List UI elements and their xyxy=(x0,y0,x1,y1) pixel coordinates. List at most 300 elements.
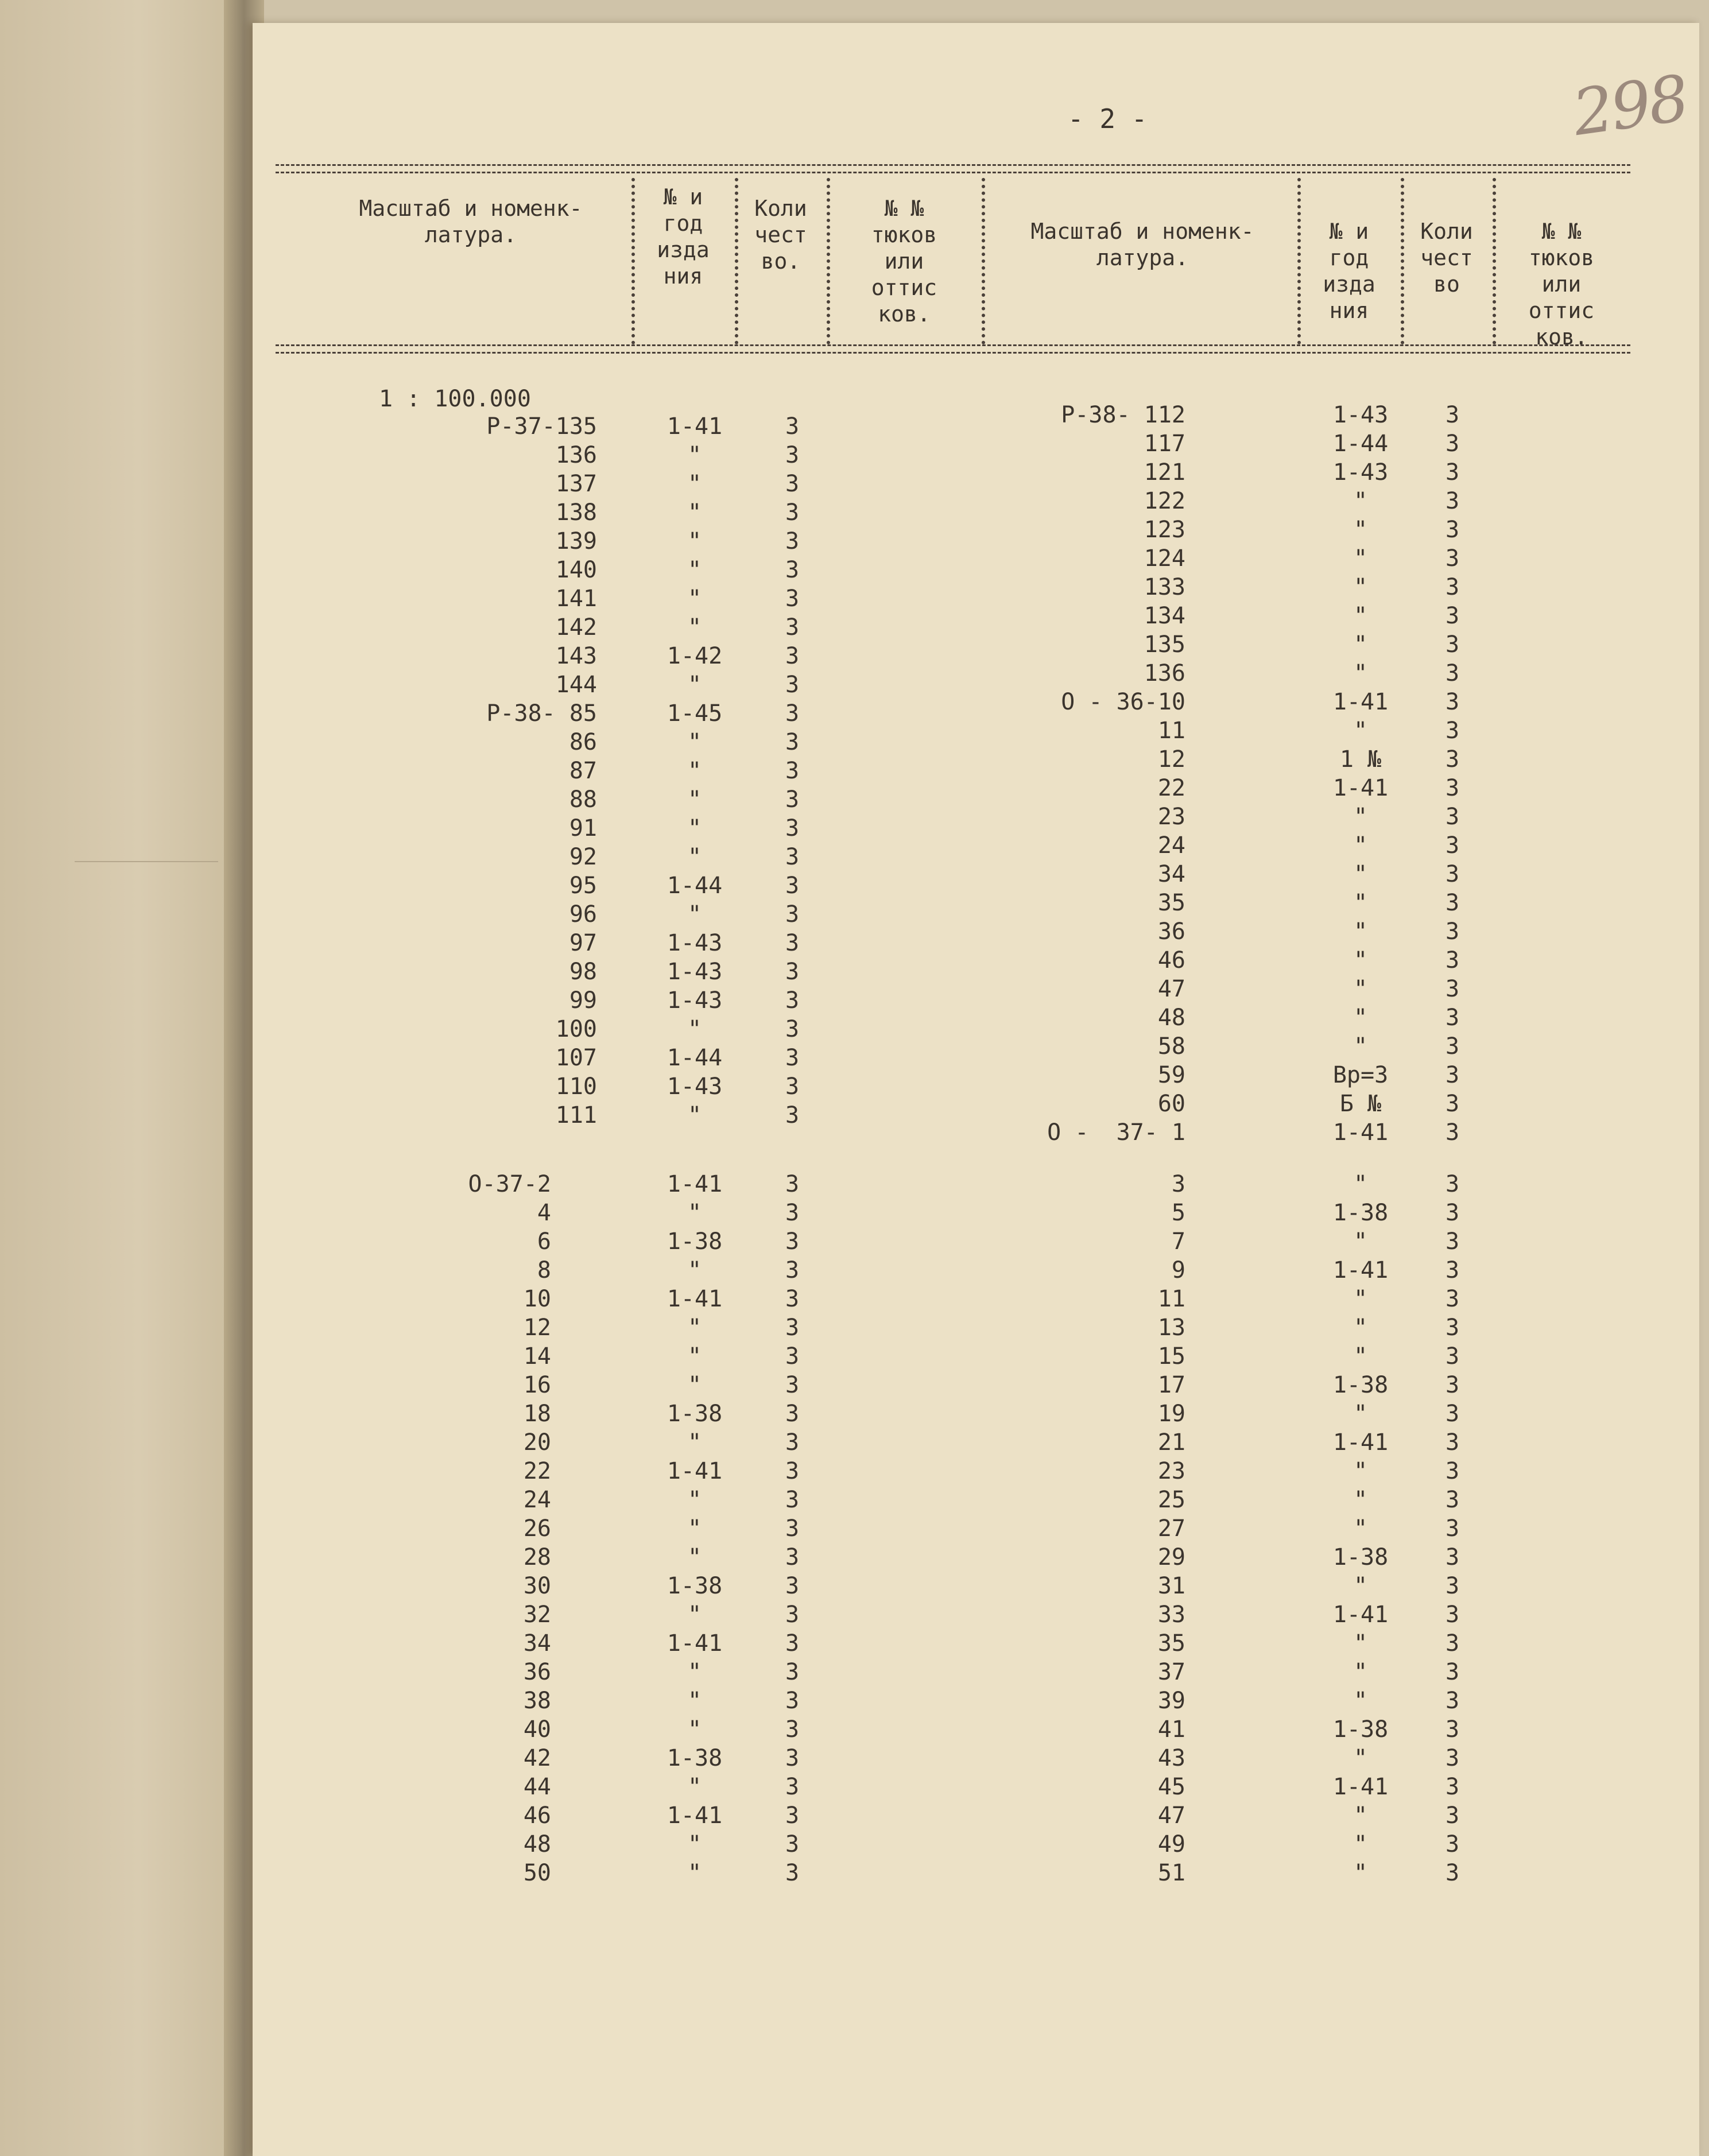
quantity-cell: 3 xyxy=(785,1515,800,1542)
nomenclature-cell: 123 xyxy=(1144,517,1185,543)
quantity-cell: 3 xyxy=(1445,918,1460,945)
nomenclature-cell: Р-38- 85 xyxy=(486,700,597,727)
quantity-cell: 3 xyxy=(1445,1171,1460,1197)
quantity-cell: 3 xyxy=(1445,1573,1460,1599)
quantity-cell: 3 xyxy=(785,786,800,813)
quantity-cell: 3 xyxy=(1445,1119,1460,1146)
edition-cell: 1-38 xyxy=(666,1228,723,1255)
nomenclature-cell: 12 xyxy=(1157,746,1185,773)
nomenclature-cell: 121 xyxy=(1144,459,1185,486)
edition-cell: " xyxy=(687,1372,702,1398)
edition-cell: " xyxy=(1353,1573,1368,1599)
nomenclature-cell: 51 xyxy=(1157,1860,1185,1886)
nomenclature-cell: 12 xyxy=(523,1314,551,1341)
nomenclature-cell: 10 xyxy=(523,1286,551,1312)
nomenclature-cell: 28 xyxy=(523,1544,551,1571)
quantity-cell: 3 xyxy=(1445,488,1460,514)
quantity-cell: 3 xyxy=(785,1573,800,1599)
quantity-cell: 3 xyxy=(785,1228,800,1255)
nomenclature-cell: 27 xyxy=(1157,1515,1185,1542)
edition-cell: " xyxy=(1353,1171,1368,1197)
nomenclature-cell: 47 xyxy=(1157,976,1185,1002)
table-row xyxy=(253,975,1630,1003)
nomenclature-cell: 100 xyxy=(555,1016,597,1042)
nomenclature-cell: 34 xyxy=(523,1630,551,1657)
table-row xyxy=(253,1629,1630,1658)
nomenclature-cell: 7 xyxy=(1171,1228,1185,1255)
table-row xyxy=(253,716,1630,745)
quantity-cell: 3 xyxy=(1445,1515,1460,1542)
quantity-cell: 3 xyxy=(1445,718,1460,744)
edition-cell: " xyxy=(1353,832,1368,859)
quantity-cell: 3 xyxy=(785,700,800,727)
edition-cell: " xyxy=(1353,517,1368,543)
quantity-cell: 3 xyxy=(785,930,800,956)
nomenclature-cell: 36 xyxy=(1157,918,1185,945)
quantity-cell: 3 xyxy=(785,614,800,641)
table-row xyxy=(253,1285,1630,1313)
quantity-cell: 3 xyxy=(1445,1716,1460,1743)
edition-cell: " xyxy=(687,1659,702,1685)
edition-cell: " xyxy=(687,1831,702,1858)
scale-label: 1 : 100.000 xyxy=(379,386,531,412)
table-row xyxy=(253,515,1630,544)
table-row xyxy=(253,573,1630,602)
quantity-cell: 3 xyxy=(785,1045,800,1071)
nomenclature-cell: 40 xyxy=(523,1716,551,1743)
nomenclature-cell: 139 xyxy=(555,528,597,554)
edition-cell: 1-41 xyxy=(666,1286,723,1312)
quantity-cell: 3 xyxy=(785,1831,800,1858)
edition-cell: " xyxy=(1353,1033,1368,1060)
edition-cell: 1-41 xyxy=(666,1802,723,1829)
nomenclature-cell: 4 xyxy=(537,1200,551,1226)
nomenclature-cell: О - 37- 1 xyxy=(1047,1119,1185,1146)
quantity-cell: 3 xyxy=(1445,1286,1460,1312)
edition-cell: " xyxy=(687,585,702,612)
quantity-cell: 3 xyxy=(1445,689,1460,715)
table-row xyxy=(253,1170,1630,1199)
quantity-cell: 3 xyxy=(1445,1487,1460,1513)
edition-cell: " xyxy=(1353,1802,1368,1829)
edition-cell: " xyxy=(687,1257,702,1283)
edition-cell: 1-44 xyxy=(666,1045,723,1071)
quantity-cell: 3 xyxy=(1445,1802,1460,1829)
quantity-cell: 3 xyxy=(1445,1228,1460,1255)
quantity-cell: 3 xyxy=(1445,660,1460,687)
edition-cell: " xyxy=(687,1487,702,1513)
edition-cell: " xyxy=(1353,660,1368,687)
table-row xyxy=(253,487,1630,515)
table-row xyxy=(253,802,1630,831)
nomenclature-cell: 138 xyxy=(555,499,597,526)
nomenclature-cell: 91 xyxy=(569,815,597,842)
quantity-cell: 3 xyxy=(1445,804,1460,830)
nomenclature-cell: 5 xyxy=(1171,1200,1185,1226)
nomenclature-cell: 111 xyxy=(555,1102,597,1129)
table-row xyxy=(253,1773,1630,1801)
nomenclature-cell: 29 xyxy=(1157,1544,1185,1571)
quantity-cell: 3 xyxy=(1445,890,1460,916)
table-row xyxy=(253,602,1630,630)
quantity-cell: 3 xyxy=(785,987,800,1014)
nomenclature-cell: 117 xyxy=(1144,431,1185,457)
nomenclature-cell: 31 xyxy=(1157,1573,1185,1599)
edition-cell: 1-41 xyxy=(666,1171,723,1197)
table-row xyxy=(253,1032,1630,1061)
quantity-cell: 3 xyxy=(1445,1745,1460,1771)
table-row xyxy=(253,659,1630,688)
edition-cell: " xyxy=(1353,1314,1368,1341)
edition-cell: 1-43 xyxy=(1332,402,1389,428)
table-row xyxy=(253,946,1630,975)
edition-cell: 1-43 xyxy=(666,959,723,985)
edition-cell: " xyxy=(687,1200,702,1226)
column-separator xyxy=(1297,178,1301,344)
quantity-cell: 3 xyxy=(1445,1860,1460,1886)
quantity-cell: 3 xyxy=(1445,603,1460,629)
nomenclature-cell: Р-37-135 xyxy=(486,413,597,440)
table-row xyxy=(253,774,1630,802)
nomenclature-cell: 17 xyxy=(1157,1372,1185,1398)
edition-cell: " xyxy=(1353,488,1368,514)
table-row xyxy=(253,917,1630,946)
nomenclature-cell: 87 xyxy=(569,758,597,784)
table-row xyxy=(253,688,1630,716)
nomenclature-cell: 48 xyxy=(1157,1005,1185,1031)
quantity-cell: 3 xyxy=(1445,402,1460,428)
edition-cell: Б № xyxy=(1339,1091,1382,1117)
quantity-cell: 3 xyxy=(785,1286,800,1312)
quantity-cell: 3 xyxy=(785,1630,800,1657)
quantity-cell: 3 xyxy=(1445,1372,1460,1398)
table-row xyxy=(253,1486,1630,1514)
nomenclature-cell: 22 xyxy=(523,1458,551,1484)
nomenclature-cell: 21 xyxy=(1157,1429,1185,1456)
nomenclature-cell: 30 xyxy=(523,1573,551,1599)
edition-cell: " xyxy=(1353,1228,1368,1255)
nomenclature-cell: 96 xyxy=(569,901,597,928)
nomenclature-cell: О-37-2 xyxy=(468,1171,551,1197)
document-page xyxy=(253,23,1699,2156)
nomenclature-cell: 133 xyxy=(1144,574,1185,600)
edition-cell: 1 № xyxy=(1339,746,1382,773)
table-row xyxy=(253,1514,1630,1543)
quantity-cell: 3 xyxy=(1445,1774,1460,1800)
edition-cell: " xyxy=(1353,947,1368,974)
table-row xyxy=(253,1118,1630,1147)
quantity-cell: 3 xyxy=(785,959,800,985)
edition-cell: " xyxy=(687,1774,702,1800)
table-row xyxy=(253,1658,1630,1686)
nomenclature-cell: 142 xyxy=(555,614,597,641)
edition-cell: " xyxy=(687,844,702,870)
header-edition-right: № и год изда ния xyxy=(1323,219,1375,323)
table-row xyxy=(253,1061,1630,1089)
quantity-cell: 3 xyxy=(785,1314,800,1341)
nomenclature-cell: 46 xyxy=(1157,947,1185,974)
edition-cell: " xyxy=(687,499,702,526)
edition-cell: 1-43 xyxy=(666,930,723,956)
quantity-cell: 3 xyxy=(1445,1062,1460,1088)
edition-cell: " xyxy=(687,1688,702,1714)
edition-cell: 1-38 xyxy=(666,1401,723,1427)
edition-cell: " xyxy=(1353,918,1368,945)
table-row xyxy=(253,745,1630,774)
quantity-cell: 3 xyxy=(1445,1688,1460,1714)
header-bottom-rule xyxy=(276,344,1630,354)
nomenclature-cell: 46 xyxy=(523,1802,551,1829)
nomenclature-cell: 92 xyxy=(569,844,597,870)
edition-cell: " xyxy=(687,758,702,784)
edition-cell: 1-38 xyxy=(666,1745,723,1771)
quantity-cell: 3 xyxy=(785,1544,800,1571)
nomenclature-cell: 135 xyxy=(1144,631,1185,658)
nomenclature-cell: 137 xyxy=(555,471,597,497)
edition-cell: " xyxy=(687,528,702,554)
header-quantity-right: Коли чест во xyxy=(1420,219,1473,297)
quantity-cell: 3 xyxy=(785,1774,800,1800)
table-row xyxy=(253,1600,1630,1629)
quantity-cell: 3 xyxy=(1445,1630,1460,1657)
nomenclature-cell: 58 xyxy=(1157,1033,1185,1060)
edition-cell: 1-38 xyxy=(1332,1372,1389,1398)
nomenclature-cell: 43 xyxy=(1157,1745,1185,1771)
nomenclature-cell: 14 xyxy=(523,1343,551,1370)
quantity-cell: 3 xyxy=(785,499,800,526)
quantity-cell: 3 xyxy=(1445,459,1460,486)
table-row xyxy=(253,544,1630,573)
table-row xyxy=(253,1399,1630,1428)
edition-cell: " xyxy=(687,1544,702,1571)
edition-cell: " xyxy=(687,1314,702,1341)
quantity-cell: 3 xyxy=(1445,431,1460,457)
nomenclature-cell: 44 xyxy=(523,1774,551,1800)
quantity-cell: 3 xyxy=(785,1659,800,1685)
edition-cell: 1-43 xyxy=(666,987,723,1014)
table-row xyxy=(253,889,1630,917)
nomenclature-cell: 50 xyxy=(523,1860,551,1886)
nomenclature-cell: 95 xyxy=(569,873,597,899)
nomenclature-cell: 99 xyxy=(569,987,597,1014)
nomenclature-cell: 16 xyxy=(523,1372,551,1398)
edition-cell: 1-42 xyxy=(666,643,723,669)
edition-cell: " xyxy=(1353,1831,1368,1858)
nomenclature-cell: 39 xyxy=(1157,1688,1185,1714)
header-edition-left: № и год изда ния xyxy=(657,184,710,289)
table-row xyxy=(253,630,1630,659)
quantity-cell: 3 xyxy=(1445,574,1460,600)
edition-cell: " xyxy=(1353,861,1368,887)
edition-cell: 1-41 xyxy=(1332,1257,1389,1283)
table-row xyxy=(253,401,1630,429)
quantity-cell: 3 xyxy=(785,844,800,870)
quantity-cell: 3 xyxy=(785,1429,800,1456)
nomenclature-cell: 11 xyxy=(1157,1286,1185,1312)
quantity-cell: 3 xyxy=(785,873,800,899)
nomenclature-cell: 86 xyxy=(569,729,597,755)
nomenclature-cell: 11 xyxy=(1157,718,1185,744)
nomenclature-cell: 122 xyxy=(1144,488,1185,514)
facing-page xyxy=(0,0,253,2156)
edition-cell: " xyxy=(1353,1005,1368,1031)
quantity-cell: 3 xyxy=(785,1171,800,1197)
nomenclature-cell: 141 xyxy=(555,585,597,612)
column-separator xyxy=(631,178,635,344)
nomenclature-cell: 37 xyxy=(1157,1659,1185,1685)
quantity-cell: 3 xyxy=(785,413,800,440)
edition-cell: " xyxy=(687,1016,702,1042)
table-row xyxy=(253,429,1630,458)
nomenclature-cell: 134 xyxy=(1144,603,1185,629)
nomenclature-cell: 9 xyxy=(1171,1257,1185,1283)
edition-cell: 1-41 xyxy=(1332,1119,1389,1146)
nomenclature-cell: 23 xyxy=(1157,1458,1185,1484)
nomenclature-cell: 97 xyxy=(569,930,597,956)
nomenclature-cell: 60 xyxy=(1157,1091,1185,1117)
edition-cell: 1-41 xyxy=(666,1630,723,1657)
quantity-cell: 3 xyxy=(1445,861,1460,887)
nomenclature-cell: 3 xyxy=(1171,1171,1185,1197)
nomenclature-cell: 41 xyxy=(1157,1716,1185,1743)
table-row xyxy=(253,1859,1630,1887)
quantity-cell: 3 xyxy=(785,1458,800,1484)
quantity-cell: 3 xyxy=(1445,746,1460,773)
quantity-cell: 3 xyxy=(785,1200,800,1226)
header-scale-right: Масштаб и номенк- латура. xyxy=(1030,219,1254,270)
edition-cell: " xyxy=(1353,976,1368,1002)
quantity-cell: 3 xyxy=(1445,1033,1460,1060)
nomenclature-cell: 24 xyxy=(523,1487,551,1513)
quantity-cell: 3 xyxy=(785,643,800,669)
nomenclature-cell: 34 xyxy=(1157,861,1185,887)
nomenclature-cell: 59 xyxy=(1157,1062,1185,1088)
table-row xyxy=(253,1744,1630,1773)
quantity-cell: 3 xyxy=(1445,1831,1460,1858)
quantity-cell: 3 xyxy=(1445,1429,1460,1456)
nomenclature-cell: 42 xyxy=(523,1745,551,1771)
table-row xyxy=(253,1342,1630,1371)
edition-cell: 1-41 xyxy=(1332,775,1389,801)
column-separator xyxy=(735,178,738,344)
quantity-cell: 3 xyxy=(785,672,800,698)
edition-cell: " xyxy=(1353,1745,1368,1771)
edition-cell: " xyxy=(1353,574,1368,600)
quantity-cell: 3 xyxy=(785,471,800,497)
edition-cell: " xyxy=(1353,1515,1368,1542)
quantity-cell: 3 xyxy=(1445,631,1460,658)
table-row xyxy=(253,1543,1630,1572)
quantity-cell: 3 xyxy=(785,1102,800,1129)
table-row xyxy=(253,1572,1630,1600)
nomenclature-cell: 13 xyxy=(1157,1314,1185,1341)
edition-cell: 1-41 xyxy=(1332,1602,1389,1628)
edition-cell: " xyxy=(687,1602,702,1628)
quantity-cell: 3 xyxy=(785,1802,800,1829)
edition-cell: 1-38 xyxy=(1332,1200,1389,1226)
nomenclature-cell: О - 36-10 xyxy=(1061,689,1185,715)
nomenclature-cell: 140 xyxy=(555,557,597,583)
nomenclature-cell: 47 xyxy=(1157,1802,1185,1829)
quantity-cell: 3 xyxy=(1445,1659,1460,1685)
nomenclature-cell: 8 xyxy=(537,1257,551,1283)
nomenclature-cell: 33 xyxy=(1157,1602,1185,1628)
edition-cell: " xyxy=(1353,1343,1368,1370)
edition-cell: " xyxy=(687,1429,702,1456)
quantity-cell: 3 xyxy=(785,729,800,755)
nomenclature-cell: 25 xyxy=(1157,1487,1185,1513)
table-row xyxy=(253,1715,1630,1744)
table-row xyxy=(253,1199,1630,1227)
table-row xyxy=(253,1227,1630,1256)
quantity-cell: 3 xyxy=(785,901,800,928)
edition-cell: " xyxy=(1353,1487,1368,1513)
quantity-cell: 3 xyxy=(785,1487,800,1513)
quantity-cell: 3 xyxy=(1445,1200,1460,1226)
edition-cell: " xyxy=(1353,1458,1368,1484)
edition-cell: 1-45 xyxy=(666,700,723,727)
quantity-cell: 3 xyxy=(1445,976,1460,1002)
table-row xyxy=(253,1313,1630,1342)
nomenclature-cell: 98 xyxy=(569,959,597,985)
quantity-cell: 3 xyxy=(785,1343,800,1370)
quantity-cell: 3 xyxy=(1445,832,1460,859)
edition-cell: 1-43 xyxy=(1332,459,1389,486)
quantity-cell: 3 xyxy=(1445,1314,1460,1341)
quantity-cell: 3 xyxy=(785,1745,800,1771)
edition-cell: " xyxy=(687,1343,702,1370)
edition-cell: " xyxy=(1353,603,1368,629)
quantity-cell: 3 xyxy=(1445,1343,1460,1370)
edition-cell: " xyxy=(1353,631,1368,658)
quantity-cell: 3 xyxy=(1445,545,1460,572)
edition-cell: " xyxy=(1353,1401,1368,1427)
quantity-cell: 3 xyxy=(1445,1257,1460,1283)
quantity-cell: 3 xyxy=(785,1016,800,1042)
header-copies-right: № № тюков или оттис ков. xyxy=(1528,219,1595,350)
edition-cell: " xyxy=(1353,890,1368,916)
nomenclature-cell: 18 xyxy=(523,1401,551,1427)
nomenclature-cell: 24 xyxy=(1157,832,1185,859)
edition-cell: 1-41 xyxy=(666,413,723,440)
edition-cell: " xyxy=(687,442,702,468)
header-scale-left: Масштаб и номенк- латура. xyxy=(359,196,583,247)
edition-cell: " xyxy=(687,557,702,583)
edition-cell: " xyxy=(687,1515,702,1542)
page-number: - 2 - xyxy=(1068,103,1148,134)
edition-cell: " xyxy=(1353,1286,1368,1312)
table-row xyxy=(253,1003,1630,1032)
nomenclature-cell: Р-38- 112 xyxy=(1061,402,1185,428)
nomenclature-cell: 124 xyxy=(1144,545,1185,572)
quantity-cell: 3 xyxy=(1445,1005,1460,1031)
nomenclature-cell: 38 xyxy=(523,1688,551,1714)
edition-cell: 1-41 xyxy=(1332,1774,1389,1800)
nomenclature-cell: 136 xyxy=(555,442,597,468)
quantity-cell: 3 xyxy=(1445,1544,1460,1571)
header-quantity-left: Коли чест во. xyxy=(754,196,807,274)
nomenclature-cell: 35 xyxy=(1157,890,1185,916)
edition-cell: " xyxy=(1353,804,1368,830)
quantity-cell: 3 xyxy=(785,1372,800,1398)
column-separator xyxy=(1493,178,1496,344)
nomenclature-cell: 136 xyxy=(1144,660,1185,687)
edition-cell: " xyxy=(687,1716,702,1743)
edition-cell: " xyxy=(1353,1630,1368,1657)
nomenclature-cell: 22 xyxy=(1157,775,1185,801)
table-row xyxy=(253,831,1630,860)
edition-cell: " xyxy=(687,672,702,698)
